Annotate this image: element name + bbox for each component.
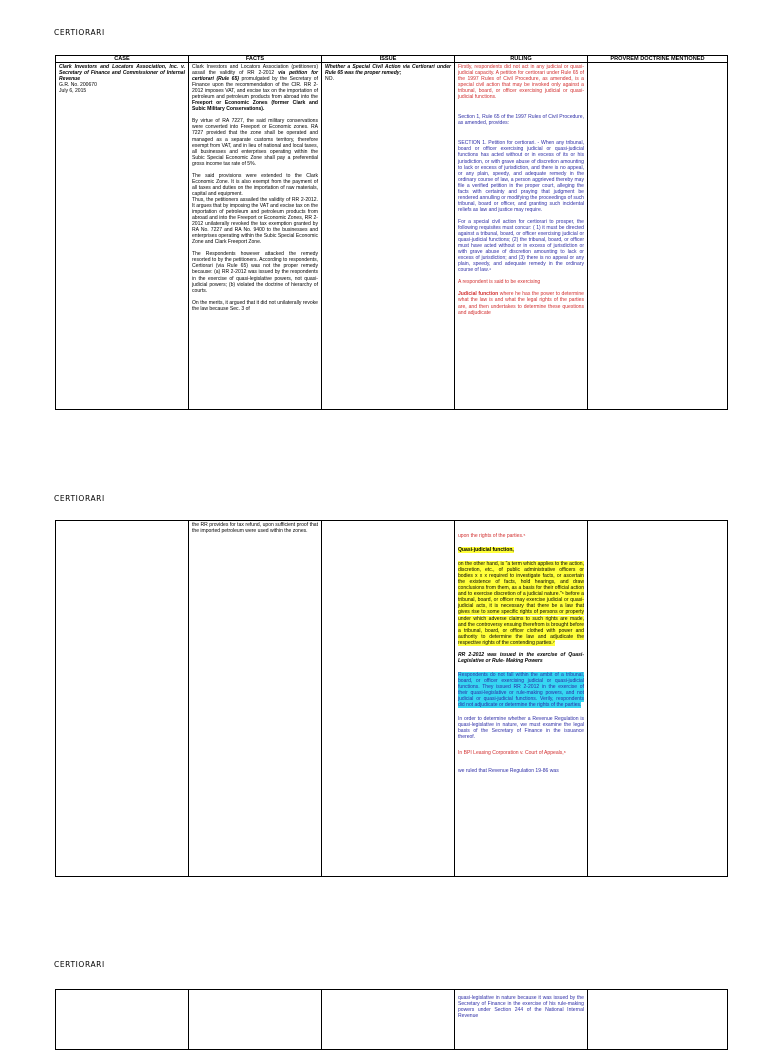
case-digest-table (55, 55, 728, 410)
issue-cell (322, 521, 455, 877)
header-ruling: RULING (455, 56, 588, 63)
ruling-paragraph: on the other hand, is "a term which applies to the action, discretion, etc., of public administrative officers or bodies x x x required to investigate facts, or ascertain the existence of facts, hold hearings, and draw conclusions from them, as a basis for their official action and to exercise discretion of a judicial nature."⁶ before a tribunal, board, or officer may exercise judicial or quasi-judicial acts, it is necessary that there be a law that gives rise to some specific rights of persons or property under which adverse claims to such rights are made, and the controversy ensuing therefrom is brought before a tribunal, board, or officer clothed with power and authority to determine the law and adjudicate the respective rights of the contending parties.⁷ (458, 561, 584, 646)
ruling-paragraph: quasi-legislative in nature because it was issued by the Secretary of Finance in the exercise of his rule-making powers under Section 244 of the National Internal Revenue (458, 995, 584, 1020)
ruling-paragraph: Respondents do not fall within the ambit of a tribunal, board, or officer exercising judicial or quasi-judicial functions. They issued RR 2-2012 in the exercise of their quasi-legislative or rule-making powers, and not judicial or quasi-judicial functions. Verily, respondents did not adjudicate or determine the rights of the parties. (458, 671, 584, 709)
issue-cell (322, 990, 455, 1050)
facts-cell (189, 521, 322, 877)
ruling-paragraph: Firstly, respondents did not act in any judicial or quasi-judicial capacity. A petition for certiorari under Rule 65 of the 1997 Rules of Civil Procedure, as amended, is a special civil action that may be invoked only against a tribunal, board, or officer exercising judicial or quasi-judicial functions. (458, 64, 584, 101)
case-title: Clark Investors and Locators Association, Inc. v. Secretary of Finance and Commissioner of Internal Revenue (59, 64, 185, 83)
ruling-paragraph: Section 1, Rule 65 of the 1997 Rules of Civil Procedure, as amended, provides: (458, 114, 584, 127)
facts-paragraph: By virtue of RA 7227, the said military conservations were converted into Freeport or Economic zones. RA 7227 provided that the zone shall be operated and managed as a separate customs territory, therefore exempt from VAT, and in lieu of national and local taxes, all businesses and enterprises operating within the Subic Special Economic Zone shall pay a preferential gross income tax rate of 5%. (192, 118, 318, 167)
doctrine-cell (588, 63, 728, 410)
ruling-paragraph: A respondent is said to be exercising (458, 279, 541, 286)
case-digest-table (55, 520, 728, 877)
facts-paragraph: On the merits, it argued that it did not unilaterally revoke the law because Sec. 3 of (192, 299, 318, 312)
facts-paragraph: Thus, the petitioners assailed the validity of RR 2-2012. It argues that by imposing the VAT and excise tax on the importation of petroleum and petroleum products from abroad and into the Freeport or Economic Zones, RR 2-2012 unilaterally revoked the tax exemption granted by RA No. 7227 and RA No. 9400 to the businesses and enterprises operating within the Subic Special Economic Zone and Clark Freeport Zone. (192, 196, 318, 246)
doctrine-cell (588, 521, 728, 877)
ruling-cell (455, 521, 588, 877)
case-cell (56, 63, 189, 410)
ruling-cell (455, 990, 588, 1050)
facts-cell (189, 63, 322, 410)
ruling-paragraph: we ruled that Revenue Regulation 19-86 was (458, 768, 559, 775)
facts-paragraph: Clark Investors and Locators Association (petitioners) assail the validity of RR 2-2012 via petition for certiorari (Rule 65) promulgated by the Secretary of Finance upon the recommendation of the CIR. RR 2-2012 imposes VAT, and excise tax on the importation of petroleum and petroleum products from abroad into the Freeport or Economic Zones (former Clark and Subic Military Conservations). (192, 64, 318, 113)
ruling-paragraph: Quasi-judicial function, (458, 547, 514, 554)
issue-answer: NO. (325, 76, 334, 83)
ruling-paragraph: In order to determine whether a Revenue Regulation is quasi-legislative in nature, we must examine the legal basis of the Secretary of Finance in the issuance thereof. (458, 716, 584, 741)
ruling-cell (455, 63, 588, 410)
case-digest-table (55, 989, 728, 1050)
facts-cell (189, 990, 322, 1050)
ruling-paragraph: SECTION 1. Petition for certiorari. - When any tribunal, board or officer exercising judicial or quasi-judicial functions has acted without or in excess of its or his jurisdiction, or with grave abuse of discretion amounting to lack or excess of jurisdiction, and there is no appeal, or any plain, speedy, and adequate remedy in the ordinary course of law, a person aggrieved thereby may file a verified petition in the proper court, alleging the facts with certainty and praying that judgment be rendered annulling or modifying the proceedings of such tribunal, board or officer, and granting such incidental reliefs as law and justice may require. (458, 140, 584, 213)
ruling-paragraph: RR 2-2012 was issued in the exercise of Quasi- Legislative or Rule- Making Powers (458, 651, 584, 664)
header-doctrine: PROVREM DOCTRINE MENTIONED (588, 56, 728, 63)
ruling-paragraph: For a special civil action for certiorari to prosper, the following requisites must concur: ( 1) it must be directed against a tribunal, board, or officer exercising judicial or quasi-judicial functions; (2) the tribunal, board, or officer must have acted without or in excess of jurisdiction or with grave abuse of discretion amounting to lack or excess of jurisdiction; and (3) there is no appeal or any plain, speedy, and adequate remedy in the ordinary course of law.⁴ (458, 218, 584, 274)
case-cell (56, 521, 189, 877)
ruling-paragraph: In BPI Leasing Corporation v. Court of Appeals,⁸ (458, 750, 566, 757)
ruling-paragraph: Judicial function where he has the power to determine what the law is and what the legal rights of the parties are, and then undertakes to determine these questions and adjudicate (458, 291, 584, 316)
page-label: CERTIORARI (54, 494, 105, 503)
issue-cell (322, 63, 455, 410)
facts-paragraph: The Respondents however attacked the remedy resorted to by the petitioners. According to respondents, Certiorari (via Rule 65) was not the proper remedy because: (a) RR 2-2012 was issued by the respondents in the exercise of quasi-legislative powers, not quasi- judicial powers; (b) violated the doctrine of hierarchy of courts. (192, 251, 318, 294)
case-cell (56, 990, 189, 1050)
case-gr-number: G.R. No. 200670 (59, 82, 97, 89)
page-label: CERTIORARI (54, 28, 105, 37)
ruling-paragraph: upon the rights of the parties.⁵ (458, 533, 526, 539)
header-case: CASE (56, 56, 189, 63)
facts-paragraph: The said provisions were extended to the Clark Economic Zone. It is also exempt from the payment of all taxes and duties on the importation of raw materials, capital and equipment. (192, 172, 318, 197)
page-label: CERTIORARI (54, 960, 105, 969)
header-issue: ISSUE (322, 56, 455, 63)
case-date: July 6, 2015 (59, 88, 87, 95)
header-facts: FACTS (189, 56, 322, 63)
issue-question: Whether a Special Civil Action via Certiorari under Rule 65 was the proper remedy; (325, 64, 451, 77)
doctrine-cell (588, 990, 728, 1050)
facts-paragraph: the RR provides for tax refund, upon sufficient proof that the imported petroleum were used within the zones. (192, 522, 318, 535)
